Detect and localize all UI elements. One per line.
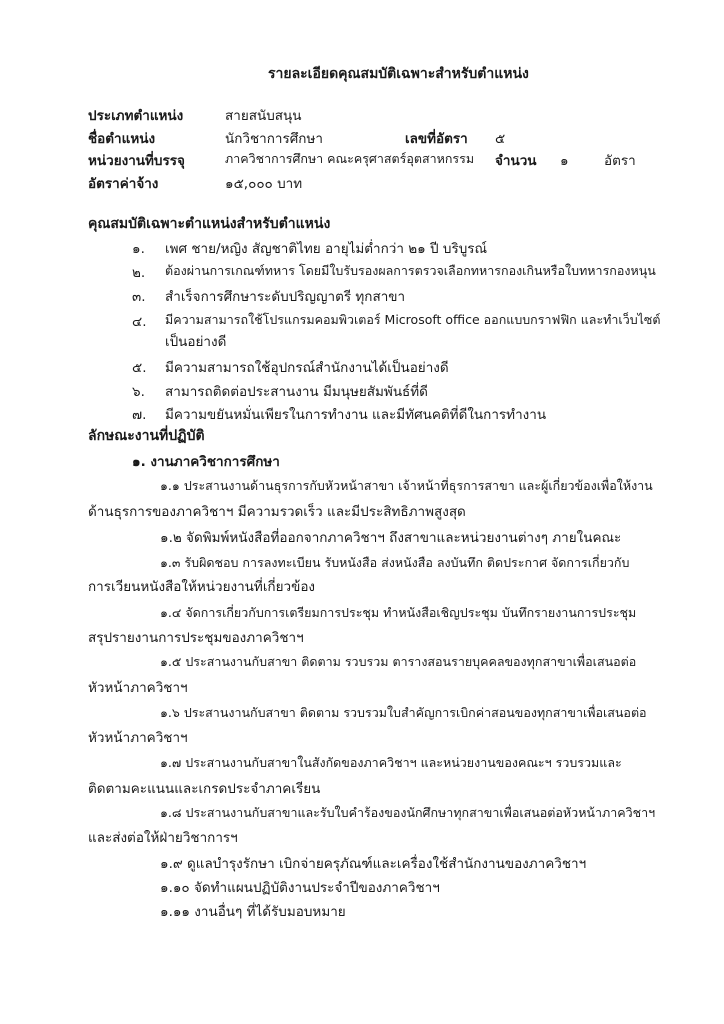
count-value: ๑ xyxy=(560,153,569,169)
qual-text: สามารถติดต่อประสานงาน มีมนุษยสัมพันธ์ที่ดี xyxy=(165,384,428,400)
task-line: ๑.๔ จัดการเกี่ยวกับการเตรียมการประชุม ทำหนังสือเชิญประชุม บันทึกรายงานการประชุม xyxy=(160,605,637,620)
task-line: ๑.๖ ประสานงานกับสาขา ติดตาม รวบรวมใบสำคัญการเบิกค่าสอนของทุกสาขาเพื่อเสนอต่อ xyxy=(160,705,647,720)
work-heading: ลักษณะงานที่ปฏิบัติ xyxy=(88,428,205,444)
qualifications-heading: คุณสมบัติเฉพาะตำแหน่งสำหรับตำแหน่ง xyxy=(88,216,331,232)
task-line-continued: สรุปรายงานการประชุมของภาควิชาฯ xyxy=(88,630,304,646)
task-line: ๑.๑ ประสานงานด้านธุรการกับหัวหน้าสาขา เจ้าหน้าที่ธุรการสาขา และผู้เกี่ยวข้องเพื่อให้งาน xyxy=(160,478,653,493)
type-value: สายสนับสนุน xyxy=(225,108,302,124)
qual-text-continued: เป็นอย่างดี xyxy=(165,334,227,350)
qual-number: ๓. xyxy=(132,289,146,305)
qual-number: ๗. xyxy=(132,407,147,423)
task-line: ๑.๑๐ จัดทำแผนปฏิบัติงานประจำปีของภาควิชาฯ xyxy=(160,880,440,896)
name-label: ชื่อตำแหน่ง xyxy=(88,131,156,147)
task-line: ๑.๙ ดูแลบำรุงรักษา เบิกจ่ายครุภัณฑ์และเครื่องใช้สำนักงานของภาควิชาฯ xyxy=(160,856,587,872)
task-line: ๑.๘ ประสานงานกับสาขาและรับใบคำร้องของนักศึกษาทุกสาขาเพื่อเสนอต่อหัวหน้าภาควิชาฯ xyxy=(160,805,656,820)
task-line-continued: ด้านธุรการของภาควิชาฯ มีความรวดเร็ว และมีประสิทธิภาพสูงสุด xyxy=(88,504,466,520)
qual-number: ๕. xyxy=(132,360,147,376)
salary-value: ๑๕,๐๐๐ บาท xyxy=(225,176,303,192)
task-line-continued: การเวียนหนังสือให้หน่วยงานที่เกี่ยวข้อง xyxy=(88,579,316,595)
task-line: ๑.๓ รับผิดชอบ การลงทะเบียน รับหนังสือ ส่งหนังสือ ลงบันทึก ติดประกาศ จัดการเกี่ยวกับ xyxy=(160,555,630,570)
name-value: นักวิชาการศึกษา xyxy=(225,131,323,147)
qual-text: เพศ ชาย/หญิง สัญชาติไทย อายุไม่ต่ำกว่า ๒๑ ปี บริบูรณ์ xyxy=(165,241,488,257)
qual-number: ๔. xyxy=(132,314,147,330)
rate-no-label: เลขที่อัตรา xyxy=(405,131,468,147)
qual-text: ต้องผ่านการเกณฑ์ทหาร โดยมีใบรับรองผลการตรวจเลือกทหารกองเกินหรือใบทหารกองหนุน xyxy=(165,263,656,278)
qual-text: มีความขยันหมั่นเพียรในการทำงาน และมีทัศนคติที่ดีในการทำงาน xyxy=(165,407,547,423)
count-unit: อัตรา xyxy=(604,153,636,169)
salary-label: อัตราค่าจ้าง xyxy=(88,176,159,192)
task-line: ๑.๑๑ งานอื่นๆ ที่ได้รับมอบหมาย xyxy=(160,904,346,920)
unit-label: หน่วยงานที่บรรจุ xyxy=(88,153,185,169)
qual-text: มีความสามารถใช้อุปกรณ์สำนักงานได้เป็นอย่างดี xyxy=(165,360,449,376)
page-title: รายละเอียดคุณสมบัติเฉพาะสำหรับตำแหน่ง xyxy=(268,66,529,82)
task-line-continued: หัวหน้าภาควิชาฯ xyxy=(88,680,188,696)
unit-value: ภาควิชาการศึกษา คณะครุศาสตร์อุตสาหกรรม xyxy=(225,151,475,166)
qual-text: มีความสามารถใช้โปรแกรมคอมพิวเตอร์ Microsoft office ออกแบบกราฟฟิก และทำเว็บไซต์ xyxy=(165,312,661,327)
task-line-continued: หัวหน้าภาควิชาฯ xyxy=(88,730,188,746)
work-subheading: ๑. งานภาควิชาการศึกษา xyxy=(132,454,280,470)
task-line-continued: และส่งต่อให้ฝ่ายวิชาการฯ xyxy=(88,830,238,846)
type-label: ประเภทตำแหน่ง xyxy=(88,108,184,124)
task-line: ๑.๗ ประสานงานกับสาขาในสังกัดของภาควิชาฯ และหน่วยงานของคณะฯ รวบรวมและ xyxy=(160,755,622,770)
rate-no-value: ๕ xyxy=(495,131,506,147)
task-line: ๑.๒ จัดพิมพ์หนังสือที่ออกจากภาควิชาฯ ถึงสาขาและหน่วยงานต่างๆ ภายในคณะ xyxy=(160,530,622,546)
qual-number: ๒. xyxy=(132,265,146,281)
qual-number: ๖. xyxy=(132,384,145,400)
count-label: จำนวน xyxy=(495,153,537,169)
task-line-continued: ติดตามคะแนนและเกรดประจำภาคเรียน xyxy=(88,781,321,797)
task-line: ๑.๕ ประสานงานกับสาขา ติดตาม รวบรวม ตารางสอนรายบุคคลของทุกสาขาเพื่อเสนอต่อ xyxy=(160,654,637,669)
qual-number: ๑. xyxy=(132,241,145,257)
qual-text: สำเร็จการศึกษาระดับปริญญาตรี ทุกสาขา xyxy=(165,289,406,305)
